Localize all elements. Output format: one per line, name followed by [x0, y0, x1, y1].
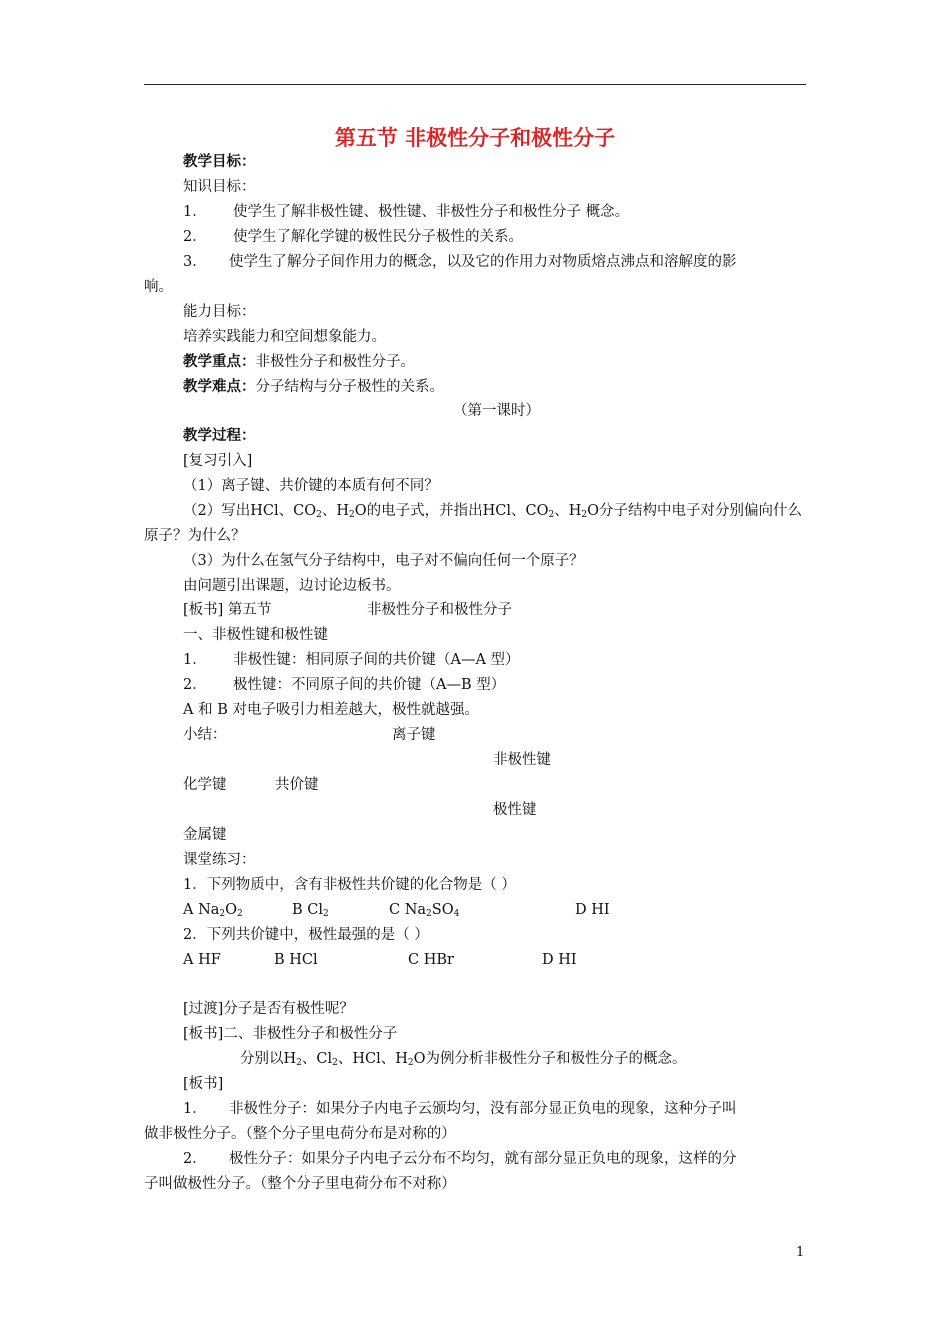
header-rule [144, 84, 806, 85]
ability-text: 培养实践能力和空间想象能力。 [183, 329, 386, 345]
intro-text: 由问题引出课题，边讨论边板书。 [183, 578, 401, 594]
board-3: [板书] [183, 1076, 224, 1092]
exercise-2-options [183, 950, 623, 970]
page-title: 第五节 非极性分子和极性分子 [334, 126, 616, 150]
summary-polar: 极性键 [493, 802, 537, 818]
section-1-item-1: 1． 非极性键：相同原子间的共价键（A—A 型） [183, 652, 520, 668]
section-1-item-2: 2． 极性键：不同原子间的共价键（A—B 型） [183, 677, 506, 693]
definition-2: 2． 极性分子：如果分子内电子云分布不均匀，就有部分显正负电的现象，这样的分 [183, 1151, 737, 1167]
exercise-1: 1．下列物质中，含有非极性共价键的化合物是（ ） [183, 877, 516, 893]
question-2-cont: 原子？为什么？ [144, 528, 246, 544]
ex1-option-d: D HI [575, 902, 610, 918]
definition-1: 1． 非极性分子：如果分子内电子云颁均匀，没有部分显正负电的现象，这种分子叫 [183, 1101, 737, 1117]
transition: [过渡]分子是否有极性呢？ [183, 1001, 354, 1017]
summary-chem: 化学键 [183, 777, 227, 793]
ex2-option-a: A HF [183, 952, 221, 968]
definition-1-cont: 做非极性分子。（整个分子里电荷分布是对称的） [144, 1126, 456, 1142]
summary-ionic: 离子键 [392, 727, 436, 743]
summary-covalent: 共价键 [275, 777, 319, 793]
board-1-title: 非极性分子和极性分子 [367, 602, 512, 618]
ex1-option-c: C $Na_2SO_4$ [389, 902, 460, 919]
summary-metal: 金属键 [183, 827, 227, 843]
ex2-option-b: B HCl [274, 952, 318, 968]
ex1-option-a: A $Na_2O_2$ [183, 902, 243, 919]
difficulty: 教学难点：分子结构与分子极性的关系。 [183, 379, 444, 395]
objectives-heading: 教学目标： [183, 154, 256, 170]
board-1: [板书] 第五节 [183, 602, 272, 618]
summary-nonpolar: 非极性键 [493, 752, 551, 768]
ex2-option-d: D HI [542, 952, 577, 968]
lesson-label: （第一课时） [453, 403, 540, 419]
section-1-heading: 一、非极性键和极性键 [183, 627, 328, 643]
question-1: （1）离子键、共价键的本质有何不同？ [183, 478, 439, 494]
board-2: [板书]二、非极性分子和极性分子 [183, 1026, 398, 1042]
review-label: [复习引入] [183, 453, 253, 469]
page-number: 1 [796, 1245, 805, 1260]
exercise-2: 2．下列共价键中，极性最强的是（ ） [183, 927, 429, 943]
summary-label: 小结： [183, 727, 227, 743]
exercise-1-options [183, 900, 623, 920]
practice-heading: 课堂练习： [183, 852, 256, 868]
analysis-text: 分别以$H_2$、$Cl_2$、HCl、$H_2O$为例分析非极性分子和极性分子的概念。 [240, 1051, 687, 1068]
process-heading: 教学过程： [183, 428, 256, 444]
objective-item-3-cont: 响。 [144, 279, 173, 295]
ex1-option-b: B $Cl_2$ [292, 902, 329, 919]
knowledge-heading: 知识目标： [183, 179, 256, 195]
objective-item-2: 2． 使学生了解化学键的极性民分子极性的关系。 [183, 229, 523, 245]
question-3: （3）为什么在氢气分子结构中，电子对不偏向任何一个原子？ [183, 553, 584, 569]
objective-item-3: 3． 使学生了解分子间作用力的概念，以及它的作用力对物质熔点沸点和溶解度的影 [183, 254, 737, 270]
ability-heading: 能力目标： [183, 304, 256, 320]
definition-2-cont: 子叫做极性分子。（整个分子里电荷分布不对称） [144, 1176, 456, 1192]
ex2-option-c: C HBr [408, 952, 454, 968]
ab-note: A 和 B 对电子吸引力相差越大，极性就越强。 [183, 702, 479, 718]
key-point: 教学重点：非极性分子和极性分子。 [183, 354, 415, 370]
question-2: （2）写出HCl、$CO_2$、$H_2O$的电子式，并指出HCl、$CO_2$、$H_2O$分子结构中电子对分别偏向什么 [183, 503, 802, 520]
objective-item-1: 1． 使学生了解非极性键、极性键、非极性分子和极性分子 概念。 [183, 204, 630, 220]
